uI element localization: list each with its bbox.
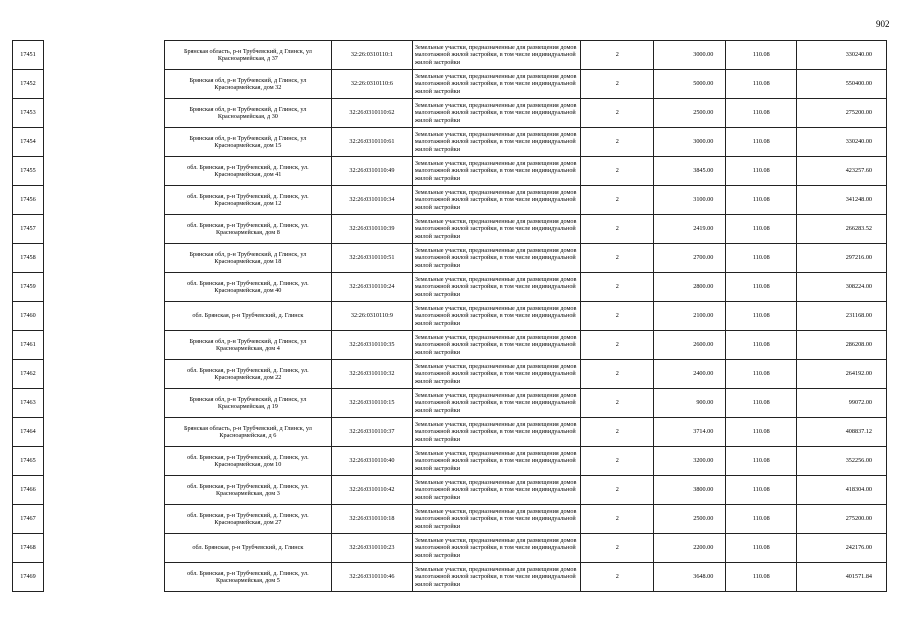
address-cell: обл. Брянская, р-н Трубчевский, д. Глинск, ул. Красноармейская, дом 10 <box>164 447 331 476</box>
table-row <box>13 41 887 70</box>
spacer-cell <box>44 41 165 70</box>
area-cell: 900.00 <box>654 389 726 418</box>
cadastral-value-cell: 330240.00 <box>797 41 887 70</box>
cadastral-value-cell: 266283.52 <box>797 215 887 244</box>
cadastral-value-cell: 352256.00 <box>797 447 887 476</box>
address-cell: Брянская обл, р-н Трубчевский, д Глинск, ул Красноармейская, дом 18 <box>164 244 331 273</box>
area-cell: 2100.00 <box>654 302 726 331</box>
record-id-cell: 17461 <box>13 331 44 360</box>
cadastral-number-cell: 32:26:0310110:40 <box>332 447 413 476</box>
permitted-use-cell: Земельные участки, предназначенные для размещения домов малоэтажной жилой застройки, в том числе индивидуальной жилой застройки <box>412 476 580 505</box>
category-cell: 2 <box>581 215 654 244</box>
spacer-cell <box>44 389 165 418</box>
record-id-cell: 17467 <box>13 505 44 534</box>
area-cell: 2600.00 <box>654 331 726 360</box>
permitted-use-cell: Земельные участки, предназначенные для размещения домов малоэтажной жилой застройки, в том числе индивидуальной жилой застройки <box>412 331 580 360</box>
rate-cell: 110.08 <box>726 186 797 215</box>
spacer-cell <box>44 244 165 273</box>
cadastral-value-cell: 231168.00 <box>797 302 887 331</box>
permitted-use-cell: Земельные участки, предназначенные для размещения домов малоэтажной жилой застройки, в том числе индивидуальной жилой застройки <box>412 563 580 592</box>
rate-cell: 110.08 <box>726 534 797 563</box>
permitted-use-cell: Земельные участки, предназначенные для размещения домов малоэтажной жилой застройки, в том числе индивидуальной жилой застройки <box>412 70 580 99</box>
cadastral-number-cell: 32:26:0310110:23 <box>332 534 413 563</box>
cadastral-number-cell: 32:26:0310110:42 <box>332 476 413 505</box>
cadastral-number-cell: 32:26:0310110:49 <box>332 157 413 186</box>
rate-cell: 110.08 <box>726 476 797 505</box>
cadastral-value-cell: 275200.00 <box>797 505 887 534</box>
spacer-cell <box>44 476 165 505</box>
category-cell: 2 <box>581 505 654 534</box>
record-id-cell: 17463 <box>13 389 44 418</box>
record-id-cell: 17469 <box>13 563 44 592</box>
cadastral-value-cell: 297216.00 <box>797 244 887 273</box>
category-cell: 2 <box>581 389 654 418</box>
area-cell: 2700.00 <box>654 244 726 273</box>
record-id-cell: 17465 <box>13 447 44 476</box>
spacer-cell <box>44 215 165 244</box>
address-cell: Брянская область, р-н Трубчевский, д Глинск, ул Красноармейская, д 6 <box>164 418 331 447</box>
area-cell: 3845.00 <box>654 157 726 186</box>
category-cell: 2 <box>581 476 654 505</box>
cadastral-value-cell: 418304.00 <box>797 476 887 505</box>
address-cell: обл. Брянская, р-н Трубчевский, д. Глинск <box>164 534 331 563</box>
address-cell: обл. Брянская, р-н Трубчевский, д. Глинск, ул. Красноармейская, дом 27 <box>164 505 331 534</box>
permitted-use-cell: Земельные участки, предназначенные для размещения домов малоэтажной жилой застройки, в том числе индивидуальной жилой застройки <box>412 447 580 476</box>
rate-cell: 110.08 <box>726 418 797 447</box>
address-cell: Брянская обл, р-н Трубчевский, д Глинск, ул Красноармейская, д 19 <box>164 389 331 418</box>
cadastral-number-cell: 32:26:0310110:1 <box>332 41 413 70</box>
category-cell: 2 <box>581 447 654 476</box>
area-cell: 3648.00 <box>654 563 726 592</box>
spacer-cell <box>44 157 165 186</box>
category-cell: 2 <box>581 273 654 302</box>
category-cell: 2 <box>581 70 654 99</box>
spacer-cell <box>44 418 165 447</box>
address-cell: обл. Брянская, р-н Трубчевский, д. Глинск, ул. Красноармейская, дом 41 <box>164 157 331 186</box>
category-cell: 2 <box>581 302 654 331</box>
cadastral-number-cell: 32:26:0310110:46 <box>332 563 413 592</box>
record-id-cell: 17464 <box>13 418 44 447</box>
permitted-use-cell: Земельные участки, предназначенные для размещения домов малоэтажной жилой застройки, в том числе индивидуальной жилой застройки <box>412 128 580 157</box>
cadastral-number-cell: 32:26:0310110:51 <box>332 244 413 273</box>
cadastral-value-cell: 423257.60 <box>797 157 887 186</box>
address-cell: обл. Брянская, р-н Трубчевский, д. Глинск <box>164 302 331 331</box>
address-cell: Брянская область, р-н Трубчевский, д Глинск, ул Красноармейская, д 37 <box>164 41 331 70</box>
record-id-cell: 17451 <box>13 41 44 70</box>
address-cell: обл. Брянская, р-н Трубчевский, д. Глинск, ул. Красноармейская, дом 40 <box>164 273 331 302</box>
cadastral-number-cell: 32:26:0310110:6 <box>332 70 413 99</box>
cadastral-value-cell: 286208.00 <box>797 331 887 360</box>
rate-cell: 110.08 <box>726 360 797 389</box>
address-cell: обл. Брянская, р-н Трубчевский, д. Глинск, ул. Красноармейская, дом 22 <box>164 360 331 389</box>
area-cell: 3000.00 <box>654 128 726 157</box>
spacer-cell <box>44 505 165 534</box>
address-cell: Брянская обл, р-н Трубчевский, д Глинск, ул Красноармейская, дом 32 <box>164 70 331 99</box>
permitted-use-cell: Земельные участки, предназначенные для размещения домов малоэтажной жилой застройки, в том числе индивидуальной жилой застройки <box>412 302 580 331</box>
cadastral-value-cell: 330240.00 <box>797 128 887 157</box>
permitted-use-cell: Земельные участки, предназначенные для размещения домов малоэтажной жилой застройки, в том числе индивидуальной жилой застройки <box>412 41 580 70</box>
cadastral-value-cell: 408837.12 <box>797 418 887 447</box>
cadastral-value-cell: 401571.84 <box>797 563 887 592</box>
cadastral-value-cell: 308224.00 <box>797 273 887 302</box>
category-cell: 2 <box>581 99 654 128</box>
area-cell: 3714.00 <box>654 418 726 447</box>
permitted-use-cell: Земельные участки, предназначенные для размещения домов малоэтажной жилой застройки, в том числе индивидуальной жилой застройки <box>412 215 580 244</box>
rate-cell: 110.08 <box>726 331 797 360</box>
cadastral-value-cell: 275200.00 <box>797 99 887 128</box>
area-cell: 3200.00 <box>654 447 726 476</box>
table-row <box>13 563 887 592</box>
table-body <box>13 41 887 592</box>
category-cell: 2 <box>581 331 654 360</box>
category-cell: 2 <box>581 563 654 592</box>
record-id-cell: 17466 <box>13 476 44 505</box>
table-row <box>13 389 887 418</box>
page-number: 902 <box>876 19 890 29</box>
table-row <box>13 99 887 128</box>
area-cell: 2500.00 <box>654 99 726 128</box>
spacer-cell <box>44 70 165 99</box>
table-row <box>13 360 887 389</box>
table-row <box>13 447 887 476</box>
permitted-use-cell: Земельные участки, предназначенные для размещения домов малоэтажной жилой застройки, в том числе индивидуальной жилой застройки <box>412 360 580 389</box>
cadastral-number-cell: 32:26:0310110:24 <box>332 273 413 302</box>
category-cell: 2 <box>581 186 654 215</box>
table-row <box>13 157 887 186</box>
spacer-cell <box>44 563 165 592</box>
table-row <box>13 302 887 331</box>
cadastral-value-cell: 242176.00 <box>797 534 887 563</box>
rate-cell: 110.08 <box>726 563 797 592</box>
spacer-cell <box>44 360 165 389</box>
area-cell: 2419.00 <box>654 215 726 244</box>
spacer-cell <box>44 447 165 476</box>
record-id-cell: 17460 <box>13 302 44 331</box>
spacer-cell <box>44 331 165 360</box>
land-register-table <box>12 40 887 592</box>
rate-cell: 110.08 <box>726 70 797 99</box>
table-row <box>13 244 887 273</box>
cadastral-number-cell: 32:26:0310110:32 <box>332 360 413 389</box>
address-cell: обл. Брянская, р-н Трубчевский, д. Глинск, ул. Красноармейская, дом 3 <box>164 476 331 505</box>
record-id-cell: 17453 <box>13 99 44 128</box>
rate-cell: 110.08 <box>726 244 797 273</box>
permitted-use-cell: Земельные участки, предназначенные для размещения домов малоэтажной жилой застройки, в том числе индивидуальной жилой застройки <box>412 389 580 418</box>
category-cell: 2 <box>581 360 654 389</box>
cadastral-number-cell: 32:26:0310110:9 <box>332 302 413 331</box>
record-id-cell: 17462 <box>13 360 44 389</box>
rate-cell: 110.08 <box>726 302 797 331</box>
category-cell: 2 <box>581 534 654 563</box>
address-cell: Брянская обл, р-н Трубчевский, д Глинск, ул Красноармейская, д 30 <box>164 99 331 128</box>
rate-cell: 110.08 <box>726 215 797 244</box>
spacer-cell <box>44 99 165 128</box>
cadastral-number-cell: 32:26:0310110:61 <box>332 128 413 157</box>
table-row <box>13 70 887 99</box>
address-cell: Брянская обл, р-н Трубчевский, д Глинск, ул Красноармейская, дом 4 <box>164 331 331 360</box>
area-cell: 3000.00 <box>654 41 726 70</box>
permitted-use-cell: Земельные участки, предназначенные для размещения домов малоэтажной жилой застройки, в том числе индивидуальной жилой застройки <box>412 244 580 273</box>
area-cell: 5000.00 <box>654 70 726 99</box>
category-cell: 2 <box>581 157 654 186</box>
spacer-cell <box>44 186 165 215</box>
address-cell: обл. Брянская, р-н Трубчевский, д. Глинск, ул. Красноармейская, дом 5 <box>164 563 331 592</box>
record-id-cell: 17457 <box>13 215 44 244</box>
rate-cell: 110.08 <box>726 505 797 534</box>
record-id-cell: 17456 <box>13 186 44 215</box>
permitted-use-cell: Земельные участки, предназначенные для размещения домов малоэтажной жилой застройки, в том числе индивидуальной жилой застройки <box>412 186 580 215</box>
spacer-cell <box>44 273 165 302</box>
table-row <box>13 476 887 505</box>
cadastral-number-cell: 32:26:0310110:62 <box>332 99 413 128</box>
permitted-use-cell: Земельные участки, предназначенные для размещения домов малоэтажной жилой застройки, в том числе индивидуальной жилой застройки <box>412 418 580 447</box>
rate-cell: 110.08 <box>726 128 797 157</box>
table-row <box>13 505 887 534</box>
address-cell: обл. Брянская, р-н Трубчевский, д. Глинск, ул. Красноармейская, дом 8 <box>164 215 331 244</box>
record-id-cell: 17452 <box>13 70 44 99</box>
rate-cell: 110.08 <box>726 389 797 418</box>
record-id-cell: 17458 <box>13 244 44 273</box>
cadastral-number-cell: 32:26:0310110:15 <box>332 389 413 418</box>
cadastral-number-cell: 32:26:0310110:34 <box>332 186 413 215</box>
cadastral-value-cell: 99072.00 <box>797 389 887 418</box>
area-cell: 3100.00 <box>654 186 726 215</box>
table-row <box>13 215 887 244</box>
area-cell: 2200.00 <box>654 534 726 563</box>
cadastral-number-cell: 32:26:0310110:35 <box>332 331 413 360</box>
category-cell: 2 <box>581 128 654 157</box>
category-cell: 2 <box>581 244 654 273</box>
permitted-use-cell: Земельные участки, предназначенные для размещения домов малоэтажной жилой застройки, в том числе индивидуальной жилой застройки <box>412 99 580 128</box>
cadastral-value-cell: 264192.00 <box>797 360 887 389</box>
record-id-cell: 17454 <box>13 128 44 157</box>
address-cell: Брянская обл, р-н Трубчевский, д Глинск, ул Красноармейская, дом 15 <box>164 128 331 157</box>
cadastral-number-cell: 32:26:0310110:39 <box>332 215 413 244</box>
category-cell: 2 <box>581 418 654 447</box>
category-cell: 2 <box>581 41 654 70</box>
rate-cell: 110.08 <box>726 273 797 302</box>
address-cell: обл. Брянская, р-н Трубчевский, д. Глинск, ул. Красноармейская, дом 12 <box>164 186 331 215</box>
spacer-cell <box>44 534 165 563</box>
area-cell: 3800.00 <box>654 476 726 505</box>
record-id-cell: 17468 <box>13 534 44 563</box>
cadastral-number-cell: 32:26:0310110:18 <box>332 505 413 534</box>
table-row <box>13 418 887 447</box>
record-id-cell: 17455 <box>13 157 44 186</box>
spacer-cell <box>44 302 165 331</box>
rate-cell: 110.08 <box>726 157 797 186</box>
permitted-use-cell: Земельные участки, предназначенные для размещения домов малоэтажной жилой застройки, в том числе индивидуальной жилой застройки <box>412 534 580 563</box>
area-cell: 2800.00 <box>654 273 726 302</box>
rate-cell: 110.08 <box>726 447 797 476</box>
permitted-use-cell: Земельные участки, предназначенные для размещения домов малоэтажной жилой застройки, в том числе индивидуальной жилой застройки <box>412 273 580 302</box>
table-row <box>13 534 887 563</box>
spacer-cell <box>44 128 165 157</box>
table-row <box>13 331 887 360</box>
cadastral-number-cell: 32:26:0310110:37 <box>332 418 413 447</box>
permitted-use-cell: Земельные участки, предназначенные для размещения домов малоэтажной жилой застройки, в том числе индивидуальной жилой застройки <box>412 157 580 186</box>
cadastral-value-cell: 341248.00 <box>797 186 887 215</box>
area-cell: 2400.00 <box>654 360 726 389</box>
record-id-cell: 17459 <box>13 273 44 302</box>
permitted-use-cell: Земельные участки, предназначенные для размещения домов малоэтажной жилой застройки, в том числе индивидуальной жилой застройки <box>412 505 580 534</box>
table-row <box>13 273 887 302</box>
area-cell: 2500.00 <box>654 505 726 534</box>
table-row <box>13 128 887 157</box>
cadastral-value-cell: 550400.00 <box>797 70 887 99</box>
rate-cell: 110.08 <box>726 41 797 70</box>
table-row <box>13 186 887 215</box>
rate-cell: 110.08 <box>726 99 797 128</box>
